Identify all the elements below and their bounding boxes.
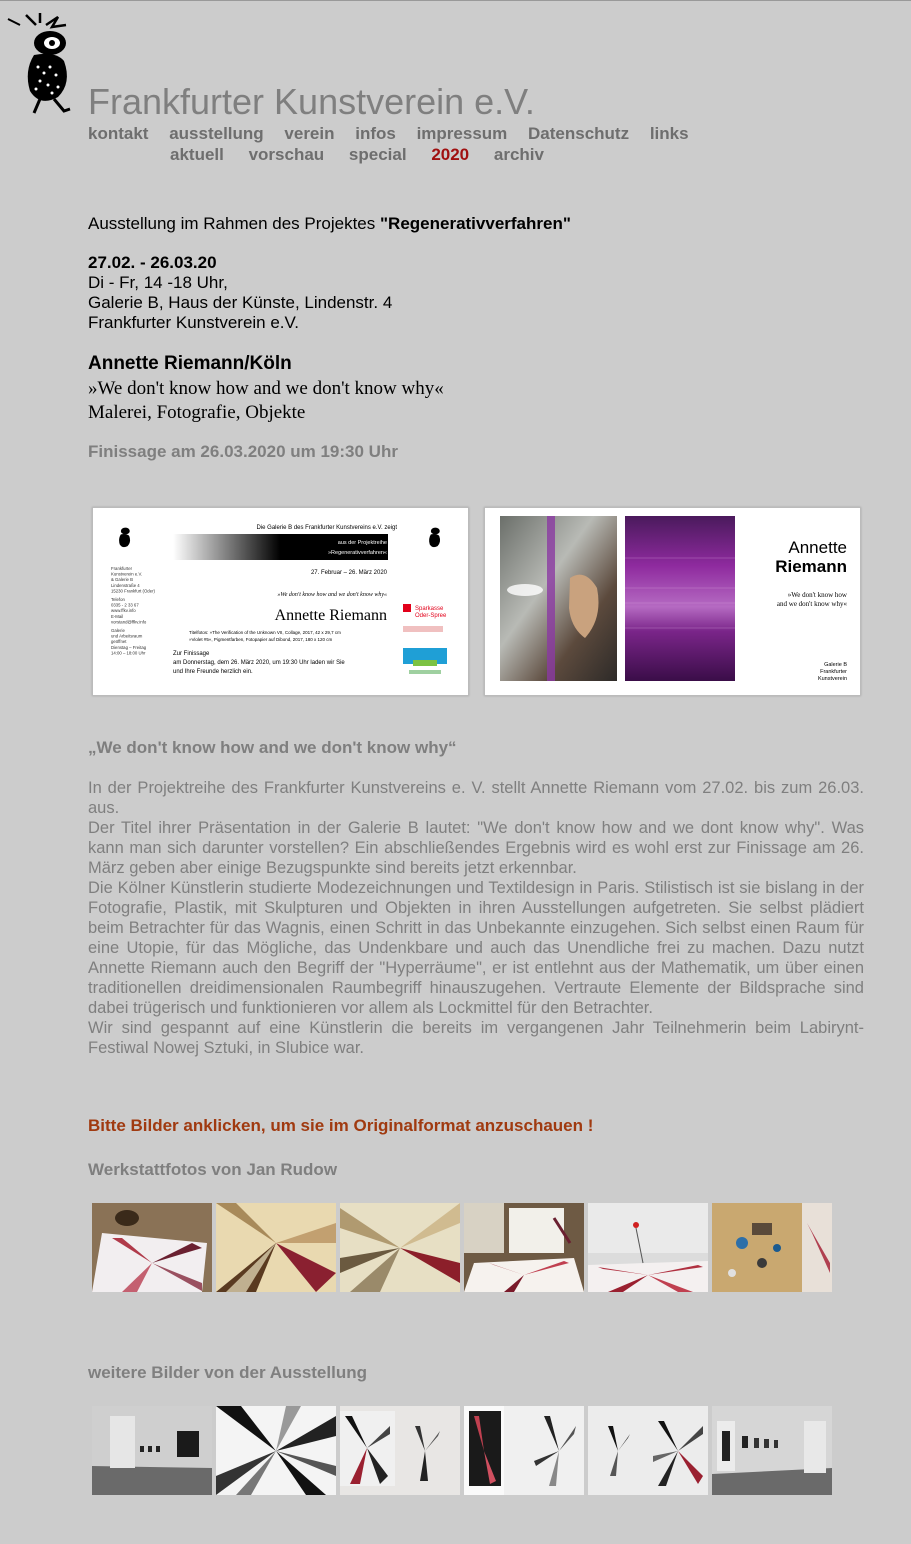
invite-address-line: & Galerie B [111,577,133,583]
workshop-photo-6[interactable] [712,1203,832,1292]
exhibition-photo-4[interactable] [464,1406,584,1495]
invite-dates: 27. Februar – 26. März 2020 [310,570,387,576]
article-paragraph: Die Kölner Künstlerin studierte Modezeichnungen und Textildesign in Paris. Stilistisch ist sie bislang in der Fotografie, Plastik, mit Skulpturen und Objekten in ihren Ausstellungen aufgetreten. Sie selbst plädiert beim Betrachter für das Wagnis, einen Schritt in das Unbekannte einzugehen. Sich selbst einen Raum für eine Utopie, für das Mögliche, das Undenkbare und auch das Unendliche frei zu machen. Dazu nutzt Annette Riemann auch den Begriff der "Hyperräume", er ist entlehnt aus der Mathematik, um über einen traditionellen dreidimensionalen Raumbegriff hinauszugehen. Vertraute Elemente der Bildsprache sind dabei trügerisch und funktionieren vor allem als Lockmittel für den Betrachter. [88,879,864,1017]
invite-address-line: Galerie [111,628,125,633]
nav-infos[interactable]: infos [355,124,396,143]
invite-address-line: Frankfurter [111,566,133,571]
invite-address-line: 14:00 – 18:00 Uhr [111,650,146,656]
secondary-nav [170,145,564,165]
sponsor-2: Oder-Spree [415,613,447,619]
article-paragraph: Wir sind gespannt auf eine Künstlerin die bereits im vergangenen Jahr Teilnehmerin beim Labirynt-Festiwal Nowej Sztuki, in Slubice war. [88,1019,864,1057]
invite-address-line: Dienstag – Freitag [111,644,147,650]
exhibition-title: »We don't know how and we don't know why« [88,378,444,399]
site-title: Frankfurter Kunstverein e.V. [88,81,535,122]
exhibition-photo-5[interactable] [588,1406,708,1495]
finissage-note: Finissage am 26.03.2020 um 19:30 Uhr [88,442,398,461]
invitation-image[interactable] [92,507,469,696]
event-hours: Di - Fr, 14 -18 Uhr, [88,273,228,292]
nav-aktuell[interactable]: aktuell [170,145,224,164]
poster-quote-2: and we don't know why« [776,600,847,608]
invite-address-line: vorstand@ffkv.info [111,619,147,625]
invite-credits-1: Titelfotos: »The Verification of the Unknown VII, Collage, 2017, 42 x 29,7 cm [189,630,341,635]
workshop-photo-1[interactable] [92,1203,212,1292]
workshop-photo-5[interactable] [588,1203,708,1292]
invite-address-line: 0335 - 2 33 67 [111,602,139,608]
invite-address-line: geöffnet [111,639,127,645]
logo-icon[interactable] [6,11,90,115]
invite-address-line: E-Mail [111,613,124,619]
invite-series-2: »Regenerativverfahren« [327,550,387,556]
exhibition-photo-3[interactable] [340,1406,460,1495]
article-paragraph: Der Titel ihrer Präsentation in der Galerie B lautet: "We don't know how and we dont know why". Was kann man sich darunter vorstellen? Ein abschließendes Ergebnis wird es wohl erst zur Finissage am 26. März geben aber einige Bezugspunkte sind bereits jetzt erkennbar. [88,819,864,877]
poster-image[interactable] [484,507,861,696]
invite-address-line: Lindenstraße 4 [111,582,140,588]
exhibition-media: Malerei, Fotografie, Objekte [88,402,306,423]
article-title: „We don't know how and we don't know why“ [88,738,457,757]
intro-line [88,214,571,234]
nav-2020[interactable]: 2020 [431,145,470,164]
invite-header: Die Galerie B des Frankfurter Kunstvereins e.V. zeigt [256,525,397,531]
event-venue: Galerie B, Haus der Künste, Lindenstr. 4 [88,293,393,312]
poster-foot-1: Galerie B [824,662,847,668]
nav-impressum[interactable]: impressum [416,124,508,143]
exhibition-photo-2[interactable] [216,1406,336,1495]
primary-nav [88,124,705,144]
invite-credits-2: »Violet #5«, Pigmentfarben, Fotopapier auf Dibond, 2017, 180 x 120 cm [189,637,333,642]
artist-subtitle [88,377,444,425]
article-paragraph: In der Projektreihe des Frankfurter Kunstvereins e. V. stellt Annette Riemann vom 27.02. bis zum 26.03. aus. [88,779,864,817]
artist-name: Annette Riemann/Köln [88,353,292,374]
invite-fin-3: und Ihre Freunde herzlich ein. [173,669,253,675]
invite-address-line: Telefon [111,597,125,602]
nav-ausstellung[interactable]: ausstellung [169,124,264,143]
exhibition-gallery [92,1406,832,1495]
event-info [88,253,392,333]
workshop-photo-4[interactable] [464,1203,584,1292]
invite-series-1: aus der Projektreihe [337,540,387,546]
article-body [88,778,864,1058]
poster-last: Riemann [775,557,847,576]
intro-prefix: Ausstellung im Rahmen des Projektes [88,214,380,233]
exhibition-photo-1[interactable] [92,1406,212,1495]
exhibition-photo-6[interactable] [712,1406,832,1495]
invite-quote: »We don't know how and we don't know why« [277,592,387,598]
sponsor-1: Sparkasse [415,606,444,612]
invite-fin-1: Zur Finissage [173,651,210,657]
nav-kontakt[interactable]: kontakt [88,124,149,143]
invite-address-line: 15230 Frankfurt (Oder) [111,588,155,594]
invite-address-line: Kunstverein e.V. [111,571,143,577]
event-dates: 27.02. - 26.03.20 [88,253,217,272]
click-note: Bitte Bilder anklicken, um sie im Originalformat anzuschauen ! [88,1116,594,1135]
nav-datenschutz[interactable]: Datenschutz [528,124,630,143]
poster-quote-1: »We don't know how [787,591,847,599]
invite-address-line: www.ffkv.info [111,608,136,614]
invite-fin-2: am Donnerstag, dem 26. März 2020, um 19:30 Uhr laden wir Sie [173,660,345,666]
invite-address-line: und Arbeitsraum [111,633,143,639]
event-org: Frankfurter Kunstverein e.V. [88,313,300,332]
nav-archiv[interactable]: archiv [493,145,544,164]
workshop-gallery [92,1203,832,1292]
nav-vorschau[interactable]: vorschau [248,145,325,164]
nav-verein[interactable]: verein [284,124,335,143]
invite-name: Annette Riemann [274,607,387,624]
workshop-title: Werkstattfotos von Jan Rudow [88,1160,338,1179]
nav-special[interactable]: special [348,145,407,164]
workshop-photo-3[interactable] [340,1203,460,1292]
poster-foot-3: Kunstverein [817,676,847,682]
poster-first: Annette [788,538,847,557]
workshop-photo-2[interactable] [216,1203,336,1292]
project-name: "Regenerativverfahren" [379,214,571,233]
poster-foot-2: Frankfurter [820,669,847,675]
nav-links[interactable]: links [649,124,689,143]
exhibition-title: weitere Bilder von der Ausstellung [88,1363,367,1382]
